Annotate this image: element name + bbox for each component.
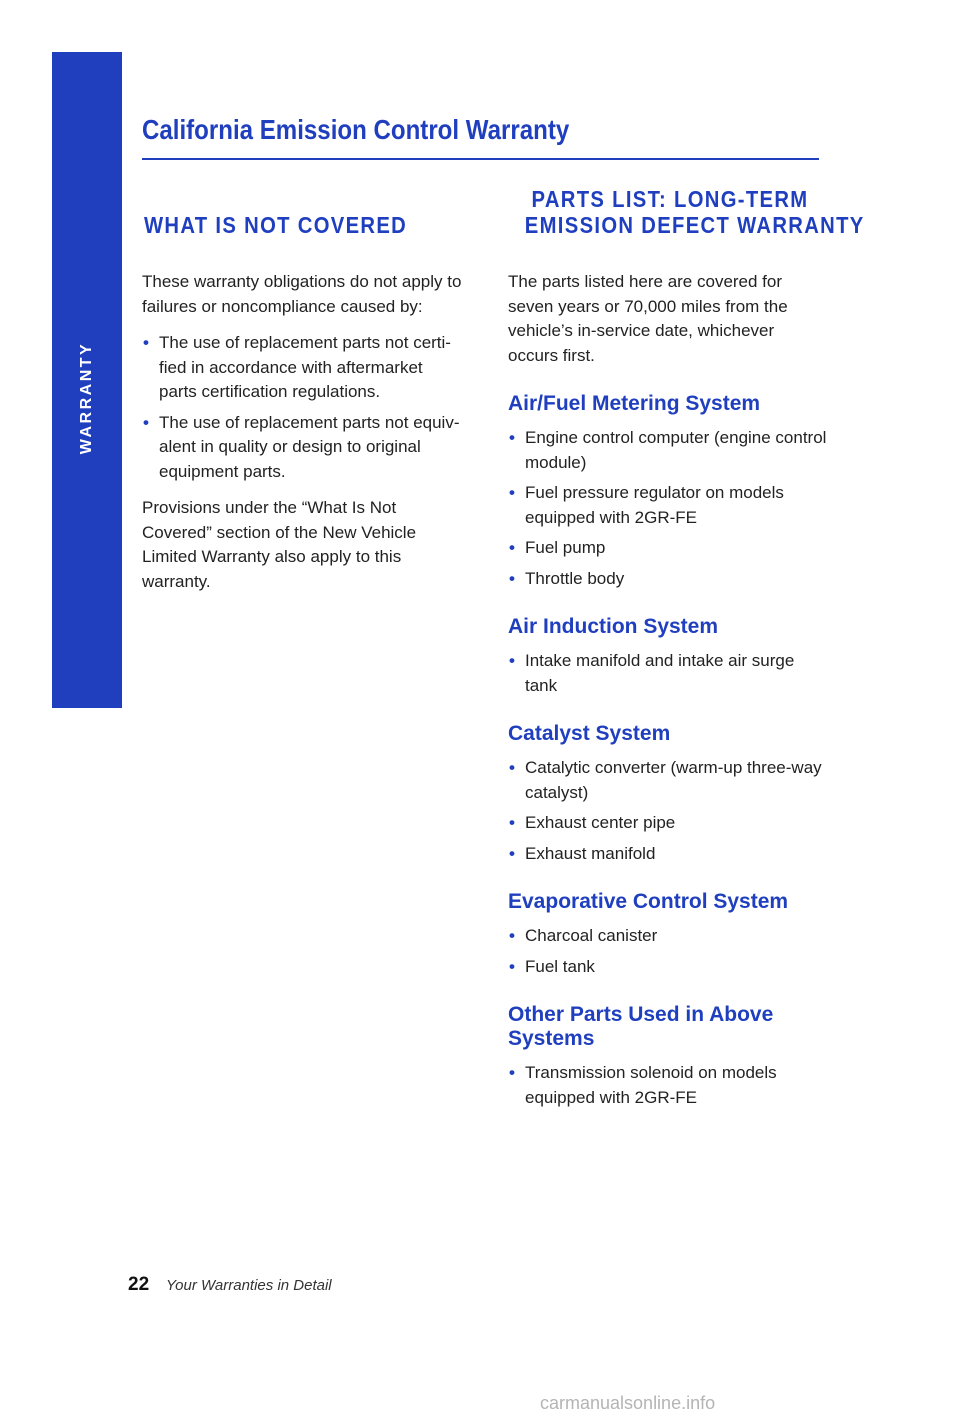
list-item-text: Engine control computer (engine control module) (525, 428, 827, 472)
bullet-dot-icon: • (509, 956, 515, 976)
footer-text: Your Warranties in Detail (166, 1277, 332, 1294)
list-item (508, 924, 828, 949)
subsection-heading: Evaporative Control System (508, 890, 789, 913)
title-divider (142, 158, 819, 160)
bullet-dot-icon: • (509, 483, 515, 502)
parts-list-heading-line: EMISSION DEFECT WARRANTY (524, 212, 865, 238)
page-title: California Emission Control Warranty (142, 114, 570, 145)
list-item (508, 481, 828, 530)
subsection-heading: Air Induction System (508, 615, 719, 638)
list-item-text: Catalytic converter (warm-up three-way catalyst) (525, 758, 822, 802)
list-item-text: Charcoal canister (525, 926, 658, 945)
not-covered-list (142, 331, 462, 484)
list-item-text: Fuel pump (525, 538, 606, 557)
parts-list (508, 756, 828, 866)
bullet-dot-icon: • (509, 926, 515, 945)
parts-list-intro: The parts listed here are covered for seven years or 70,000 miles from the vehicle’s in-service date, whichever occurs first. (508, 272, 788, 365)
list-item-text: Intake manifold and intake air surge tank (525, 651, 795, 695)
bullet-dot-icon: • (509, 843, 515, 863)
parts-list-heading-line: PARTS LIST: LONG-TERM (531, 186, 809, 212)
list-item (142, 331, 462, 405)
bullet-dot-icon: • (509, 568, 515, 588)
parts-list-column (508, 270, 828, 1122)
list-item-text: Exhaust manifold (525, 843, 656, 863)
list-item (142, 411, 462, 485)
parts-list-heading (524, 186, 865, 238)
list-item-text: Fuel pressure regulator on models equipped with 2GR-FE (525, 483, 784, 527)
list-item (508, 649, 828, 698)
list-item (508, 842, 828, 867)
subsection-heading: Catalyst System (508, 722, 671, 745)
not-covered-column (142, 270, 462, 606)
page-number: 22 (128, 1274, 150, 1295)
bullet-dot-icon: • (143, 412, 149, 432)
list-item (508, 567, 828, 592)
parts-list (508, 426, 828, 591)
list-item-text: Exhaust center pipe (525, 813, 676, 832)
list-item-text: Fuel tank (525, 956, 595, 976)
bullet-dot-icon: • (143, 333, 149, 352)
list-item (508, 756, 828, 805)
bullet-dot-icon: • (509, 1063, 515, 1082)
parts-list (508, 649, 828, 698)
parts-list (508, 924, 828, 979)
bullet-dot-icon: • (509, 758, 515, 777)
subsection-heading: Other Parts Used in Above Systems (508, 1003, 774, 1050)
list-item-text: Transmission solenoid on models equipped with 2GR-FE (525, 1063, 777, 1107)
watermark: carmanualsonline.info (540, 1393, 716, 1413)
list-item (508, 955, 828, 980)
list-item (508, 536, 828, 561)
list-item (508, 426, 828, 475)
side-tab-label: WARRANTY (78, 341, 95, 455)
bullet-dot-icon: • (509, 538, 515, 557)
list-item-text: Throttle body (525, 568, 625, 588)
list-item-text: The use of replacement parts not equiv-alent in quality or design to original equipment parts. (159, 412, 460, 481)
not-covered-closing: Provisions under the “What Is Not Covered” section of the New Vehicle Limited Warranty also apply to this warranty. (142, 498, 417, 591)
bullet-dot-icon: • (509, 428, 515, 447)
not-covered-intro: These warranty obligations do not apply to failures or noncompliance caused by: (142, 272, 462, 316)
list-item (508, 811, 828, 836)
bullet-dot-icon: • (509, 813, 515, 832)
not-covered-heading: WHAT IS NOT COVERED (144, 212, 408, 238)
list-item (508, 1061, 828, 1110)
bullet-dot-icon: • (509, 651, 515, 670)
parts-list (508, 1061, 828, 1110)
list-item-text: The use of replacement parts not certi-fied in accordance with aftermarket parts certification regulations. (159, 333, 451, 401)
subsection-heading: Air/Fuel Metering System (508, 392, 761, 415)
